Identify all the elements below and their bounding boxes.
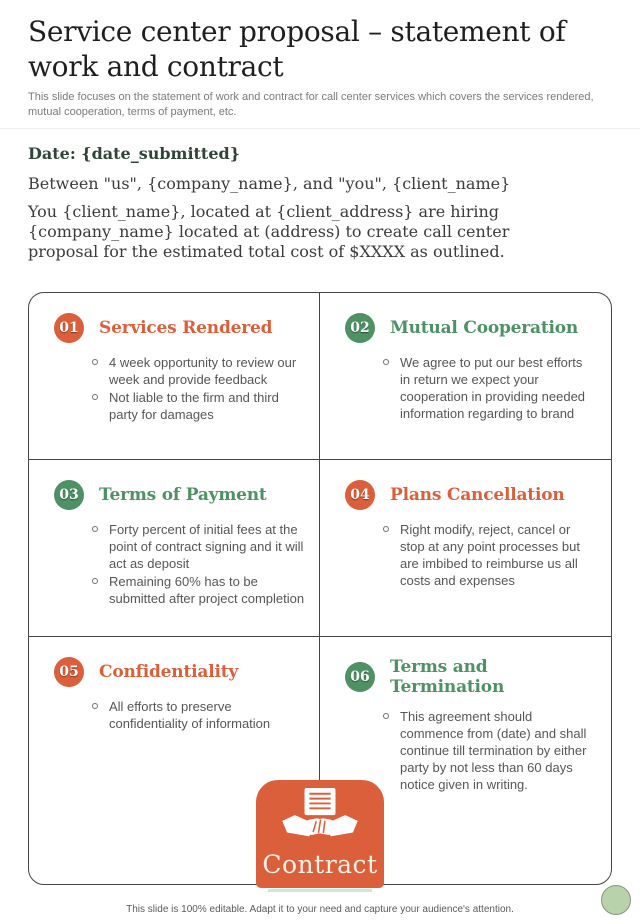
cell-header bbox=[334, 313, 601, 343]
cell-header bbox=[334, 657, 601, 697]
bullet-item: Right modify, reject, cancel or stop at any point processes but are imbibed to reimburse us all costs and expenses bbox=[382, 521, 596, 589]
table-cell-plans-cancellation bbox=[320, 460, 611, 637]
contract-badge bbox=[256, 780, 384, 888]
parties-line: Between "us", {company_name}, and "you", {client_name} bbox=[28, 174, 511, 193]
cell-heading: Services Rendered bbox=[99, 318, 273, 338]
cell-header bbox=[43, 480, 309, 510]
number-badge-04: 04 bbox=[345, 480, 375, 510]
bullet-item: This agreement should commence from (date) and shall continue till termination by either party by not less than 60 days notice given in writing. bbox=[382, 708, 596, 793]
page-title: Service center proposal – statement of work and contract bbox=[28, 15, 566, 83]
cell-header bbox=[43, 313, 309, 343]
cell-heading: Plans Cancellation bbox=[390, 485, 565, 505]
cell-heading: Confidentiality bbox=[99, 662, 239, 682]
cell-header bbox=[43, 657, 309, 687]
cell-header bbox=[334, 480, 601, 510]
cell-heading: Terms of Payment bbox=[99, 485, 267, 505]
table-cell-services-rendered bbox=[29, 293, 320, 460]
slide-header bbox=[28, 14, 632, 120]
table-cell-terms-of-payment bbox=[29, 460, 320, 637]
bullet-item: Not liable to the firm and third party for damages bbox=[91, 389, 305, 423]
number-badge-03: 03 bbox=[54, 480, 84, 510]
bullet-list bbox=[382, 708, 596, 793]
handshake-document-icon bbox=[278, 787, 362, 852]
intro-section bbox=[28, 144, 580, 262]
badge-underline-accent bbox=[268, 889, 372, 892]
bullet-item: We agree to put our best efforts in return we expect your cooperation in providing needed information regarding to brand bbox=[382, 354, 596, 422]
bullet-item: 4 week opportunity to review our week and provide feedback bbox=[91, 354, 305, 388]
date-line: Date: {date_submitted} bbox=[28, 144, 240, 163]
table-cell-mutual-cooperation bbox=[320, 293, 611, 460]
number-badge-02: 02 bbox=[345, 313, 375, 343]
number-badge-06: 06 bbox=[345, 662, 375, 692]
footer-note: This slide is 100% editable. Adapt it to your need and capture your audience's attention. bbox=[126, 904, 514, 915]
cell-heading: Mutual Cooperation bbox=[390, 318, 579, 338]
bullet-item: All efforts to preserve confidentiality of information bbox=[91, 698, 305, 732]
bullet-list bbox=[382, 521, 596, 589]
bullet-list bbox=[382, 354, 596, 422]
bullet-item: Remaining 60% has to be submitted after project completion bbox=[91, 573, 305, 607]
cell-heading: Terms and Termination bbox=[390, 657, 505, 697]
intro-paragraph: You {client_name}, located at {client_address} are hiring {company_name} located at (address) to create call center proposal for the estimated total cost of $XXXX as outlined. bbox=[28, 202, 510, 261]
bullet-item: Forty percent of initial fees at the point of contract signing and it will act as deposit bbox=[91, 521, 305, 572]
contract-label: Contract bbox=[262, 850, 378, 879]
decorative-green-dot bbox=[601, 885, 631, 915]
bullet-list bbox=[91, 354, 305, 423]
number-badge-05: 05 bbox=[54, 657, 84, 687]
bullet-list bbox=[91, 698, 305, 732]
page-subtitle: This slide focuses on the statement of work and contract for call center services which covers the services rendered, mutual cooperation, terms of payment, etc. bbox=[28, 91, 594, 118]
header-divider bbox=[0, 128, 640, 129]
number-badge-01: 01 bbox=[54, 313, 84, 343]
bullet-list bbox=[91, 521, 305, 607]
